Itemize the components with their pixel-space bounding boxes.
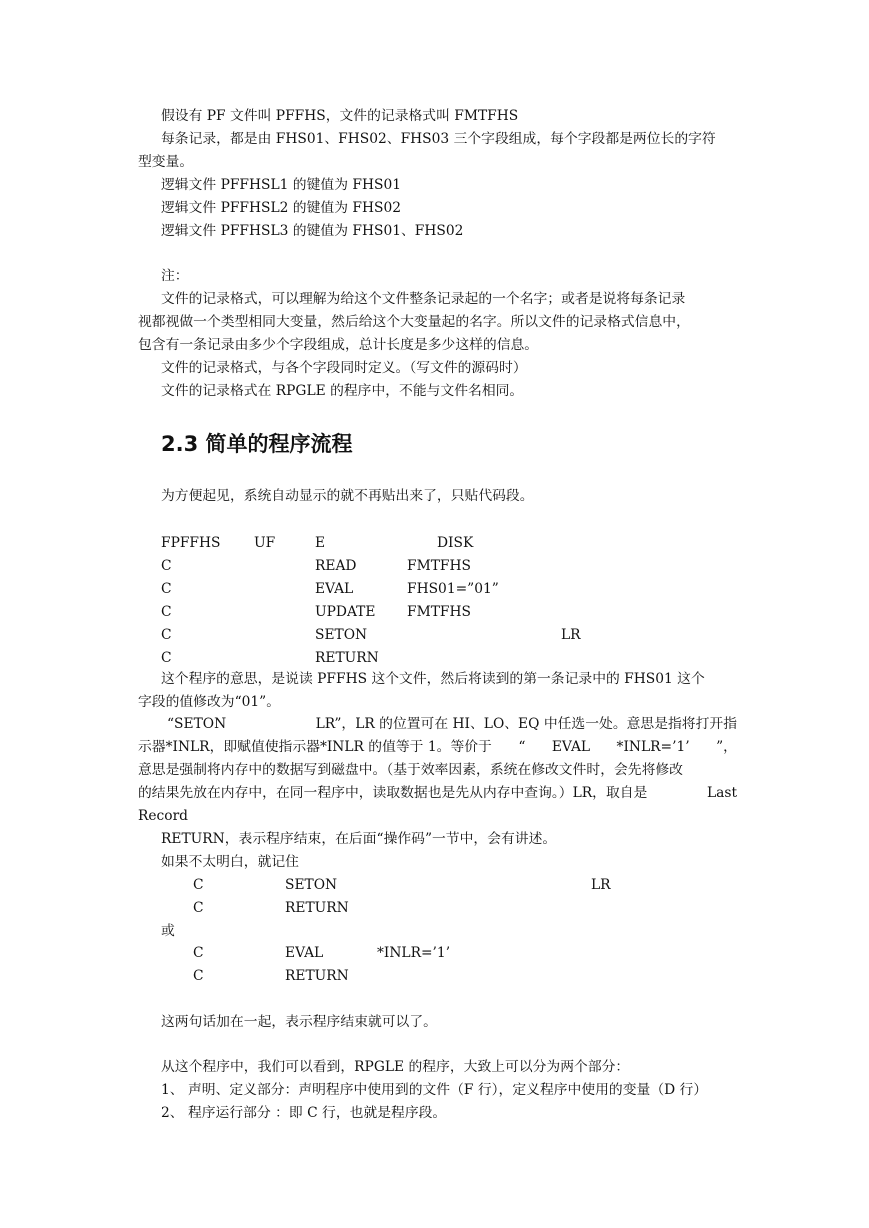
code-cell: FPFFHS — [161, 535, 221, 551]
text-fragment: LR”，LR 的位置可在 HI、LO、EQ 中任选一处。意思是指将打开指 — [315, 716, 737, 732]
code-cell: UPDATE — [315, 604, 376, 620]
text-fragment: *INLR=’1’ — [616, 739, 690, 755]
text-line: RETURN，表示程序结束，在后面“操作码”一节中，会有讲述。 — [161, 831, 557, 847]
text-line: 为方便起见，系统自动显示的就不再贴出来了，只贴代码段。 — [161, 488, 534, 504]
or-label: 或 — [161, 923, 175, 939]
section-heading: 2.3 简单的程序流程 — [161, 432, 353, 456]
text-fragment: 的结果先放在内存中，在同一程序中，读取数据也是先从内存中查询。）LR，取自是 — [138, 785, 648, 801]
text-line — [138, 783, 737, 803]
code-cell: RETURN — [285, 900, 349, 916]
text-line: 文件的记录格式，与各个字段同时定义。（写文件的源码时） — [161, 360, 527, 376]
text-fragment: Last — [706, 785, 737, 801]
text-line: 这个程序的意思，是说读 PFFHS 这个文件，然后将读到的第一条记录中的 FHS01 这个 — [161, 671, 705, 687]
text-line: 字段的值修改为“01”。 — [138, 694, 281, 710]
code-cell: SETON — [315, 627, 368, 643]
text-line: 每条记录，都是由 FHS01、FHS02、FHS03 三个字段组成，每个字段都是两位长的字符 — [161, 131, 716, 147]
text-line: 文件的记录格式，可以理解为给这个文件整条记录起的一个名字；或者是说将每条记录 — [161, 291, 686, 307]
code-cell: RETURN — [315, 650, 379, 666]
code-cell: *INLR=’1’ — [377, 945, 451, 961]
code-cell: C — [193, 877, 204, 893]
text-line: 视都视做一个类型相同大变量，然后给这个大变量起的名字。所以文件的记录格式信息中， — [138, 314, 690, 330]
text-fragment: 示器*INLR，即赋值使指示器*INLR 的值等于 1。等价于 — [138, 739, 492, 755]
text-line: 包含有一条记录由多少个字段组成，总计长度是多少这样的信息。 — [138, 337, 539, 353]
text-line — [161, 714, 737, 734]
text-fragment: ”， — [716, 739, 737, 755]
code-cell: C — [193, 945, 204, 961]
text-line — [138, 737, 737, 757]
code-cell: FHS01=”01” — [407, 581, 499, 597]
list-item: 2、 程序运行部分 ：即 C 行，也就是程序段。 — [161, 1105, 447, 1121]
code-cell: LR — [591, 877, 611, 893]
text-fragment: EVAL — [551, 739, 591, 755]
code-cell: RETURN — [285, 968, 349, 984]
code-cell: C — [193, 900, 204, 916]
code-cell: C — [161, 650, 172, 666]
code-cell: EVAL — [315, 581, 354, 597]
text-line: 假设有 PF 文件叫 PFFHS，文件的记录格式叫 FMTFHS — [161, 108, 519, 124]
text-line: 逻辑文件 PFFHSL2 的键值为 FHS02 — [161, 200, 401, 216]
text-line: 型变量。 — [138, 154, 194, 170]
code-cell: E — [315, 535, 326, 551]
text-line: 这两句话加在一起，表示程序结束就可以了。 — [161, 1014, 437, 1030]
code-cell: LR — [561, 627, 581, 643]
text-fragment: “ — [518, 739, 526, 755]
code-cell: UF — [254, 535, 276, 551]
code-cell: FMTFHS — [407, 558, 471, 574]
code-cell: READ — [315, 558, 357, 574]
code-cell: C — [161, 627, 172, 643]
code-cell: EVAL — [285, 945, 324, 961]
note-label: 注： — [161, 268, 189, 284]
code-cell: C — [193, 968, 204, 984]
text-line: 从这个程序中，我们可以看到，RPGLE 的程序，大致上可以分为两个部分： — [161, 1059, 630, 1075]
text-line: 逻辑文件 PFFHSL3 的键值为 FHS01、FHS02 — [161, 223, 464, 239]
text-fragment: “SETON — [167, 716, 227, 732]
list-item: 1、 声明、定义部分：声明程序中使用到的文件（F 行），定义程序中使用的变量（D 行） — [161, 1082, 708, 1098]
text-line: 如果不太明白，就记住 — [161, 854, 299, 870]
code-cell: C — [161, 604, 172, 620]
code-cell: DISK — [437, 535, 474, 551]
code-cell: SETON — [285, 877, 338, 893]
text-line: 意思是强制将内存中的数据写到磁盘中。（基于效率因素，系统在修改文件时，会先将修改 — [138, 762, 683, 778]
code-cell: FMTFHS — [407, 604, 471, 620]
code-cell: C — [161, 558, 172, 574]
code-cell: C — [161, 581, 172, 597]
text-line: Record — [138, 808, 189, 824]
text-line: 文件的记录格式在 RPGLE 的程序中，不能与文件名相同。 — [161, 383, 524, 399]
text-line: 逻辑文件 PFFHSL1 的键值为 FHS01 — [161, 177, 401, 193]
